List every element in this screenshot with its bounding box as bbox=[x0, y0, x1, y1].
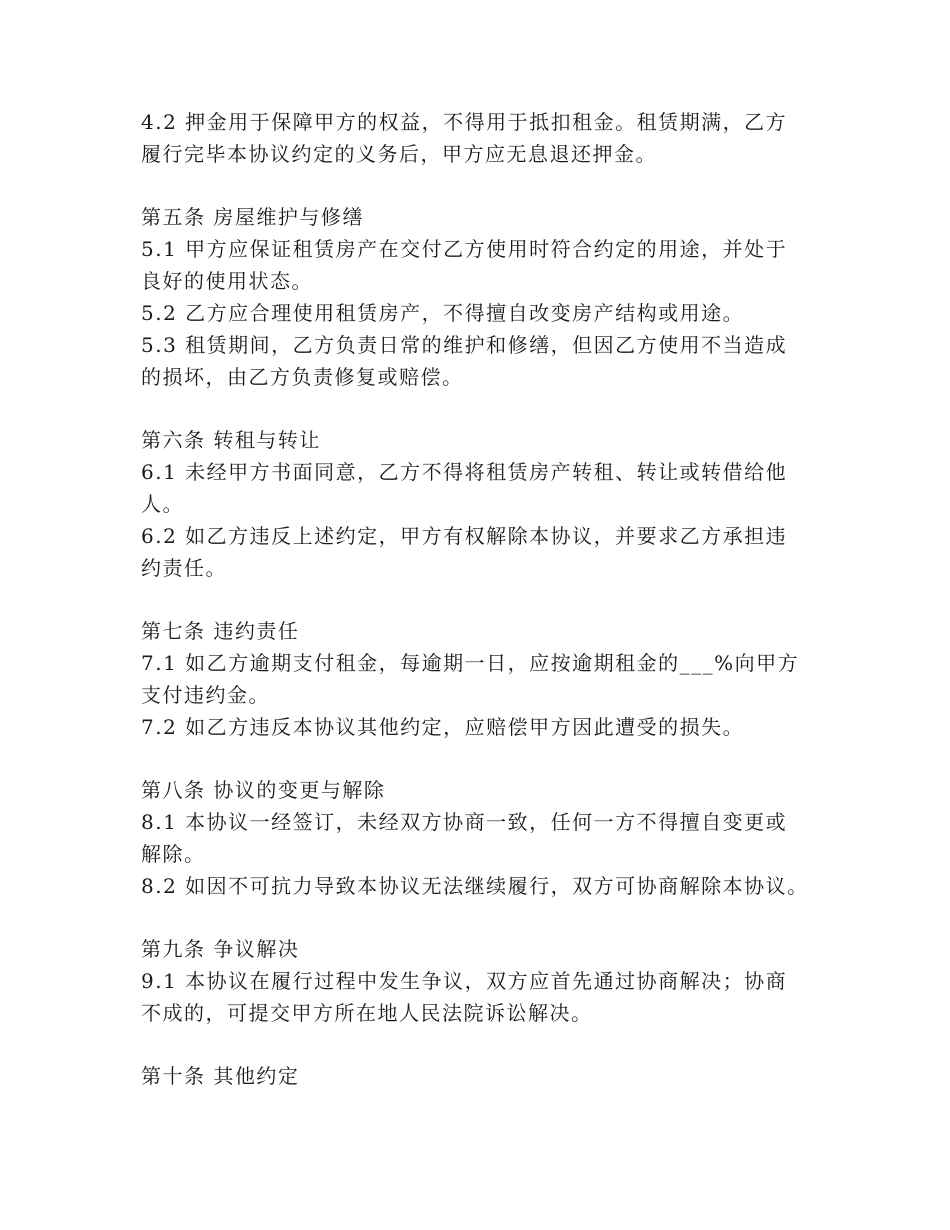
clause-paragraph bbox=[141, 106, 841, 170]
heading-text: 第五条 房屋维护与修缮 bbox=[141, 205, 364, 229]
paragraph-line: 支付违约金。 bbox=[141, 683, 270, 707]
clause-paragraph bbox=[141, 647, 841, 711]
section-spacer bbox=[141, 393, 841, 424]
clause-paragraph bbox=[141, 297, 841, 329]
clause-paragraph bbox=[141, 329, 841, 393]
paragraph-line: 5.1 甲方应保证租赁房产在交付乙方使用时符合约定的用途，并处于 bbox=[141, 237, 788, 261]
paragraph-line: 5.3 租赁期间，乙方负责日常的维护和修缮，但因乙方使用不当造成 bbox=[141, 333, 788, 357]
heading-text: 第八条 协议的变更与解除 bbox=[141, 778, 386, 802]
section-spacer bbox=[141, 1029, 841, 1060]
heading-text: 第九条 争议解决 bbox=[141, 937, 300, 961]
heading-text: 第十条 其他约定 bbox=[141, 1064, 300, 1088]
section-heading bbox=[141, 774, 841, 806]
paragraph-line: 6.2 如乙方违反上述约定，甲方有权解除本协议，并要求乙方承担违 bbox=[141, 524, 788, 548]
paragraph-line: 4.2 押金用于保障甲方的权益，不得用于抵扣租金。租赁期满，乙方 bbox=[141, 110, 788, 134]
paragraph-line: 履行完毕本协议约定的义务后，甲方应无息退还押金。 bbox=[141, 142, 657, 166]
section-spacer bbox=[141, 743, 841, 774]
paragraph-line: 8.2 如因不可抗力导致本协议无法继续履行，双方可协商解除本协议。 bbox=[141, 874, 809, 898]
section-spacer bbox=[141, 584, 841, 615]
heading-text: 第七条 违约责任 bbox=[141, 619, 300, 643]
section-heading bbox=[141, 615, 841, 647]
clause-paragraph bbox=[141, 711, 841, 743]
paragraph-line: 7.2 如乙方违反本协议其他约定，应赔偿甲方因此遭受的损失。 bbox=[141, 715, 745, 739]
section-heading bbox=[141, 201, 841, 233]
paragraph-line: 5.2 乙方应合理使用租赁房产，不得擅自改变房产结构或用途。 bbox=[141, 301, 745, 325]
clause-paragraph bbox=[141, 870, 841, 902]
section-heading bbox=[141, 1060, 841, 1092]
paragraph-line: 约责任。 bbox=[141, 556, 227, 580]
clause-paragraph bbox=[141, 233, 841, 297]
paragraph-line: 解除。 bbox=[141, 842, 206, 866]
heading-text: 第六条 转租与转让 bbox=[141, 428, 321, 452]
clause-paragraph bbox=[141, 456, 841, 520]
paragraph-line: 9.1 本协议在履行过程中发生争议，双方应首先通过协商解决；协商 bbox=[141, 969, 788, 993]
paragraph-line: 6.1 未经甲方书面同意，乙方不得将租赁房产转租、转让或转借给他 bbox=[141, 460, 788, 484]
paragraph-line: 7.1 如乙方逾期支付租金，每逾期一日，应按逾期租金的___%向甲方 bbox=[141, 651, 800, 675]
paragraph-line: 良好的使用状态。 bbox=[141, 269, 313, 293]
clause-paragraph bbox=[141, 806, 841, 870]
paragraph-line: 不成的，可提交甲方所在地人民法院诉讼解决。 bbox=[141, 1001, 593, 1025]
document-page bbox=[141, 106, 841, 1092]
paragraph-line: 人。 bbox=[141, 492, 184, 516]
paragraph-line: 的损坏，由乙方负责修复或赔偿。 bbox=[141, 365, 464, 389]
section-spacer bbox=[141, 170, 841, 201]
clause-paragraph bbox=[141, 520, 841, 584]
clause-paragraph bbox=[141, 965, 841, 1029]
paragraph-line: 8.1 本协议一经签订，未经双方协商一致，任何一方不得擅自变更或 bbox=[141, 810, 788, 834]
section-heading bbox=[141, 933, 841, 965]
section-heading bbox=[141, 424, 841, 456]
section-spacer bbox=[141, 902, 841, 933]
